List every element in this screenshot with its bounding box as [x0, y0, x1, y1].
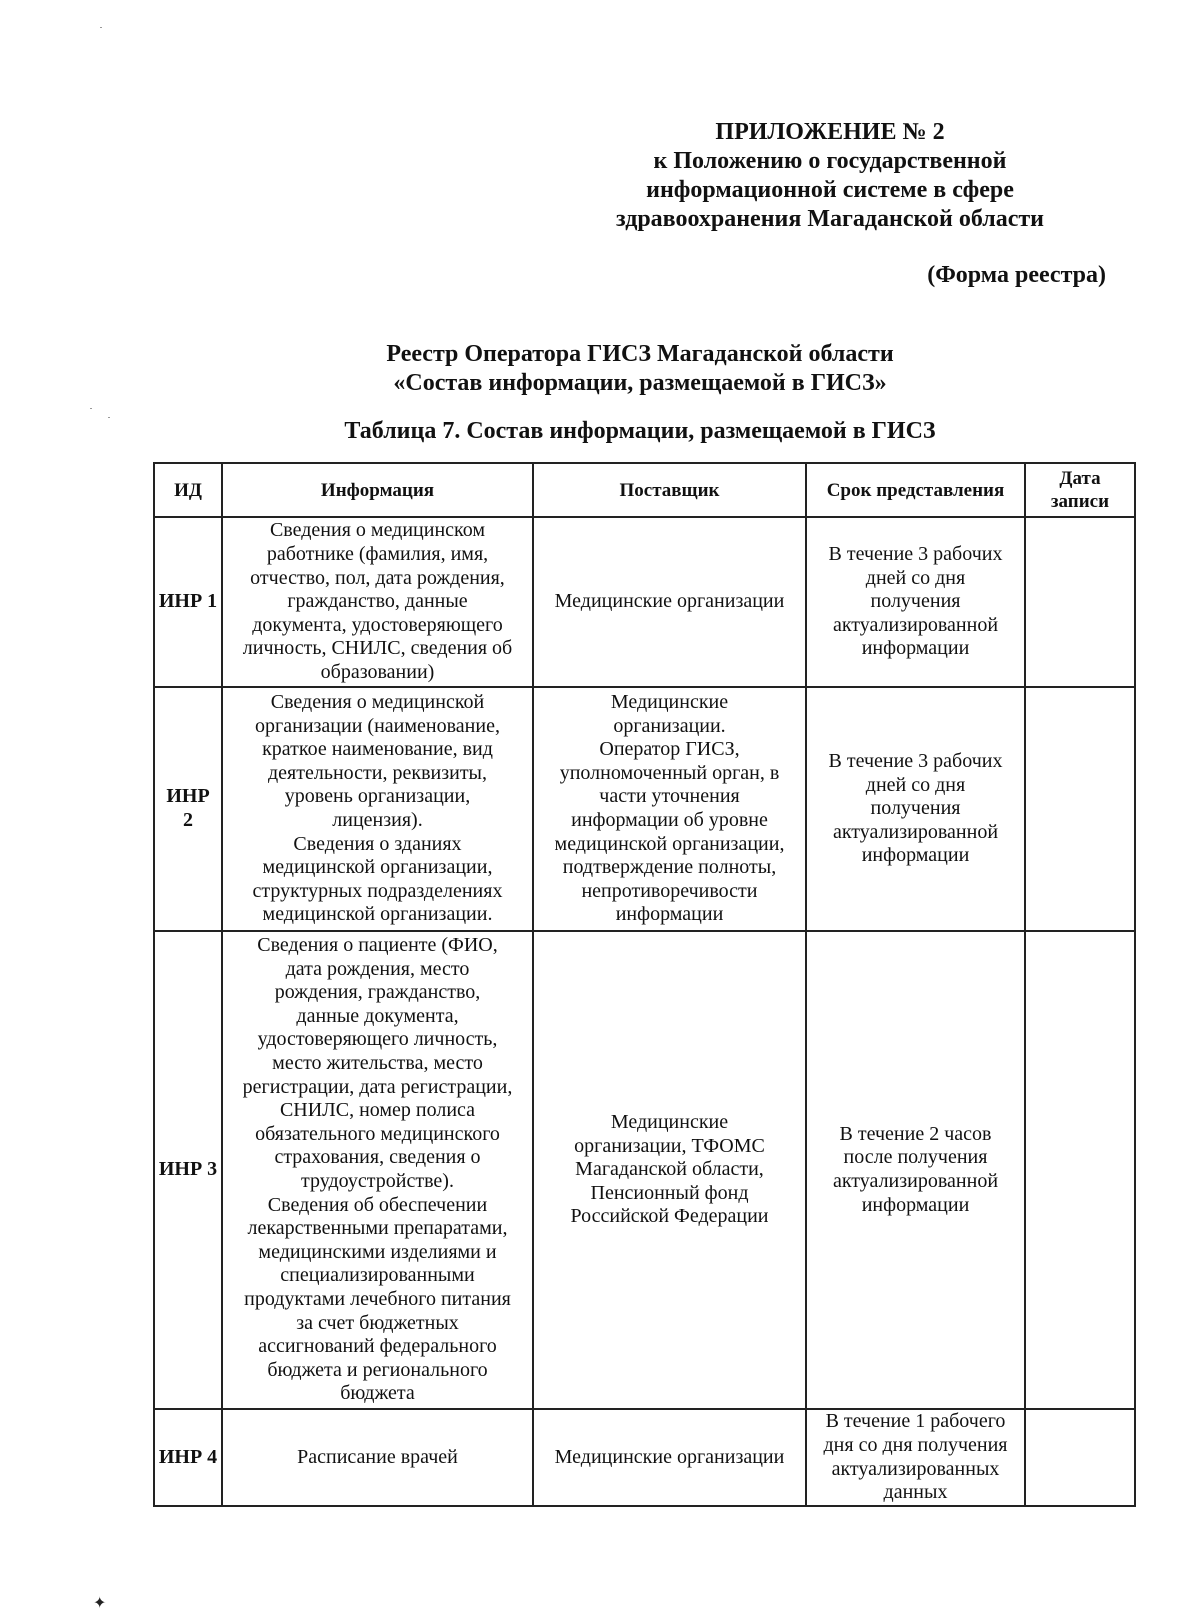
form-label: (Форма реестра): [927, 262, 1106, 288]
table-row: [154, 517, 1135, 687]
header-deadline: Срок представления: [806, 463, 1025, 517]
row-date: [1025, 517, 1135, 687]
scan-speck-icon: [100, 27, 102, 28]
row-date: [1025, 931, 1135, 1409]
row-info: Сведения о пациенте (ФИО, дата рождения, место рождения, гражданство, данные документа, удостоверяющего личность, место жительства, место регистрации, дата регистрации, СНИЛС, номер полиса обязательного медицинского страхования, сведения о трудоустройстве). Сведения об обеспечении лекарственными препаратами, медицинскими изделиями и специализированными продуктами лечебного питания за счет бюджетных ассигнований федерального бюджета и регионального бюджета: [222, 931, 533, 1409]
appendix-header: [560, 118, 1100, 234]
header-id: ИД: [154, 463, 222, 517]
table-row: [154, 687, 1135, 931]
row-id: ИНР 3: [154, 931, 222, 1409]
row-info: Сведения о медицинской организации (наименование, краткое наименование, вид деятельности, реквизиты, уровень организации, лицензия). Сведения о зданиях медицинской организации, структурных подразделениях медицинской организации.: [222, 687, 533, 931]
row-id: ИНР 4: [154, 1409, 222, 1506]
scan-speck-icon: [108, 417, 110, 418]
row-deadline: В течение 3 рабочих дней со дня получения актуализированной информации: [806, 517, 1025, 687]
appendix-regulation-reference: к Положению о государственной информационной системе в сфере здравоохранения Магаданской области: [615, 148, 1044, 232]
header-info: Информация: [222, 463, 533, 517]
row-supplier: Медицинские организации. Оператор ГИСЗ, уполномоченный орган, в части уточнения информации об уровне медицинской организации, подтверждение полноты, непротиворечивости информации: [533, 687, 806, 931]
table-row: [154, 931, 1135, 1409]
row-supplier: Медицинские организации, ТФОМС Магаданской области, Пенсионный фонд Российской Федерации: [533, 931, 806, 1409]
row-id: ИНР 2: [154, 687, 222, 931]
appendix-number: ПРИЛОЖЕНИЕ № 2: [715, 119, 945, 145]
row-deadline: В течение 2 часов после получения актуализированной информации: [806, 931, 1025, 1409]
scan-mark-icon: ✦: [93, 1595, 107, 1612]
row-deadline: В течение 3 рабочих дней со дня получения актуализированной информации: [806, 687, 1025, 931]
row-date: [1025, 687, 1135, 931]
row-info: Сведения о медицинском работнике (фамилия, имя, отчество, пол, дата рождения, гражданство, данные документа, удостоверяющего личность, СНИЛС, сведения об образовании): [222, 517, 533, 687]
header-supplier: Поставщик: [533, 463, 806, 517]
scan-speck-icon: [90, 408, 92, 409]
row-info: Расписание врачей: [222, 1409, 533, 1506]
row-id: ИНР 1: [154, 517, 222, 687]
row-deadline: В течение 1 рабочего дня со дня получения актуализированных данных: [806, 1409, 1025, 1506]
table-caption: Таблица 7. Состав информации, размещаемой в ГИСЗ: [344, 418, 936, 444]
table-row: [154, 1409, 1135, 1506]
register-title: Реестр Оператора ГИСЗ Магаданской области «Состав информации, размещаемой в ГИСЗ»: [386, 341, 894, 396]
row-supplier: Медицинские организации: [533, 1409, 806, 1506]
table-header-row: [154, 463, 1135, 517]
row-supplier: Медицинские организации: [533, 517, 806, 687]
header-date: Дата записи: [1025, 463, 1135, 517]
register-table: [153, 462, 1136, 1507]
row-date: [1025, 1409, 1135, 1506]
